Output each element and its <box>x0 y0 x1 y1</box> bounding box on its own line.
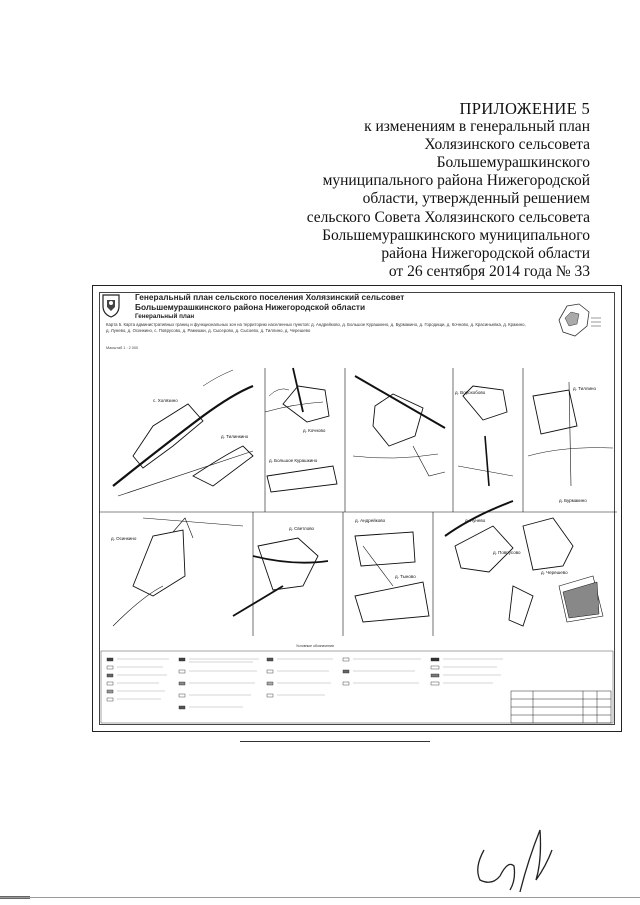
map-label: д. Ворохобово <box>455 390 486 395</box>
annex-line: Большемурашкинского муниципального <box>322 226 590 244</box>
map-label: д. Осинкино <box>111 536 137 541</box>
separator-line <box>240 741 430 742</box>
map-scale: Масштаб 1 : 2 000 <box>106 346 139 350</box>
annex-line: Холязинского сельсовета <box>424 136 590 154</box>
annex-line: к изменениям в генеральный план <box>364 118 590 136</box>
legend-title: Условные обозначения <box>296 644 334 648</box>
annex-title: ПРИЛОЖЕНИЕ 5 <box>459 99 590 118</box>
settlement-maps <box>93 286 623 733</box>
annex-line: района Нижегородской области <box>381 244 590 262</box>
map-label: д. Бурмакино <box>559 498 587 503</box>
map-label: д. Тыново <box>395 574 416 579</box>
map-label: д. Лунево <box>465 518 486 523</box>
map-description: Карта 5. Карта административных границ и функциональных зон на территорию населенных пунктов: д. Андрейково, д. Большое Курашкино, д. Бурмакино, д. Городищи, д. Кочново, д. Красиньевка, д. Кракино, д. Лунево, д. Осинкино, с. Поврусово, д. Рамешки, д. Сысерово, д. Сысоево, д. Тиллино, д. Черешево <box>106 322 526 334</box>
map-label: с. Холязино <box>153 398 178 403</box>
map-label: д. Поврусово <box>493 550 521 555</box>
signature <box>470 820 570 900</box>
page-bottom-edge <box>0 897 640 898</box>
annex-line: сельского Совета Холязинского сельсовета <box>306 208 590 226</box>
map-title-line: Большемурашкинского района Нижегородской области <box>135 302 366 312</box>
map-label: д. Большое Курашкино <box>269 458 318 463</box>
map-label: д. Андрейково <box>355 518 386 523</box>
map-label: д. Тиллино <box>573 386 596 391</box>
map-label: д. Черешево <box>541 570 568 575</box>
map-label: д. Кочново <box>303 428 326 433</box>
map-sheet <box>92 285 622 732</box>
map-title-line: Генеральный план сельского поселения Холязинский сельсовет <box>135 292 405 302</box>
annex-line: муниципального района Нижегородской <box>322 172 590 190</box>
map-label: д. Тилинкино <box>221 434 249 439</box>
annex-heading <box>230 100 590 281</box>
map-label: д. Светлово <box>289 526 315 531</box>
annex-line: от 26 сентября 2014 года № 33 <box>388 262 590 280</box>
annex-line: Большемурашкинского <box>436 154 590 172</box>
map-subtitle: Генеральный план <box>135 313 195 320</box>
annex-line: области, утвержденный решением <box>362 190 590 208</box>
